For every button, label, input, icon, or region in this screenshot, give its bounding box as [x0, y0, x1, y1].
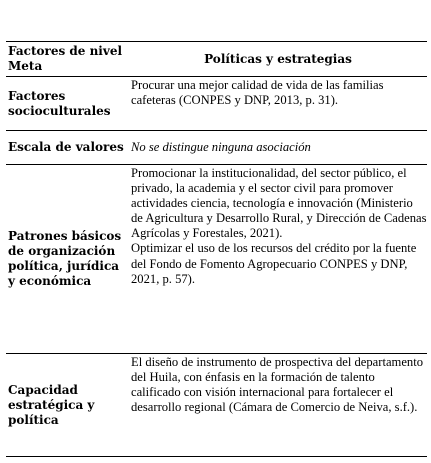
document-page — [6, 41, 427, 457]
policy-text: Procurar una mejor calidad de vida de las familias cafeteras (CONPES y DNP, 2013, p. 31). — [131, 78, 384, 108]
policy-text: Promocionar la institucionalidad, del sector público, el privado, la academia y el sector civil para promover actividades ciencia, tecnología e innovación (Ministerio de Agricultura y Desarrollo Rural, y Dirección de Cadenas Agrícolas y Forestales, 2021). — [131, 166, 427, 241]
factor-cell: Patrones básicos de organización política, jurídica y económica — [6, 165, 127, 354]
table-row — [6, 165, 427, 354]
policy-cell — [127, 354, 427, 457]
factor-cell: Capacidad estratégica y política — [6, 354, 127, 457]
table-header-row — [6, 42, 427, 77]
policy-cell — [127, 77, 427, 131]
policy-text: No se distingue ninguna asociación — [131, 139, 311, 154]
policy-text: El diseño de instrumento de prospectiva del departamento del Huila, con énfasis en la formación de talento calificado con visión internacional para fortalecer el desarrollo regional (Cámara de Comercio de Neiva, s.f.). — [131, 355, 424, 415]
policy-text: Optimizar el uso de los recursos del crédito por la fuente del Fondo de Fomento Agropecuario CONPES y DNP, 2021, p. 57). — [131, 241, 417, 286]
header-factors: Factores de nivel Meta — [6, 42, 127, 77]
header-policies: Políticas y estrategias — [127, 42, 427, 77]
policy-cell — [127, 165, 427, 354]
table-row — [6, 354, 427, 457]
table-row — [6, 131, 427, 165]
factor-cell: Escala de valores — [6, 131, 127, 165]
table-row — [6, 77, 427, 131]
factor-cell: Factores socioculturales — [6, 77, 127, 131]
meta-factors-table — [6, 41, 427, 457]
policy-cell — [127, 131, 427, 165]
